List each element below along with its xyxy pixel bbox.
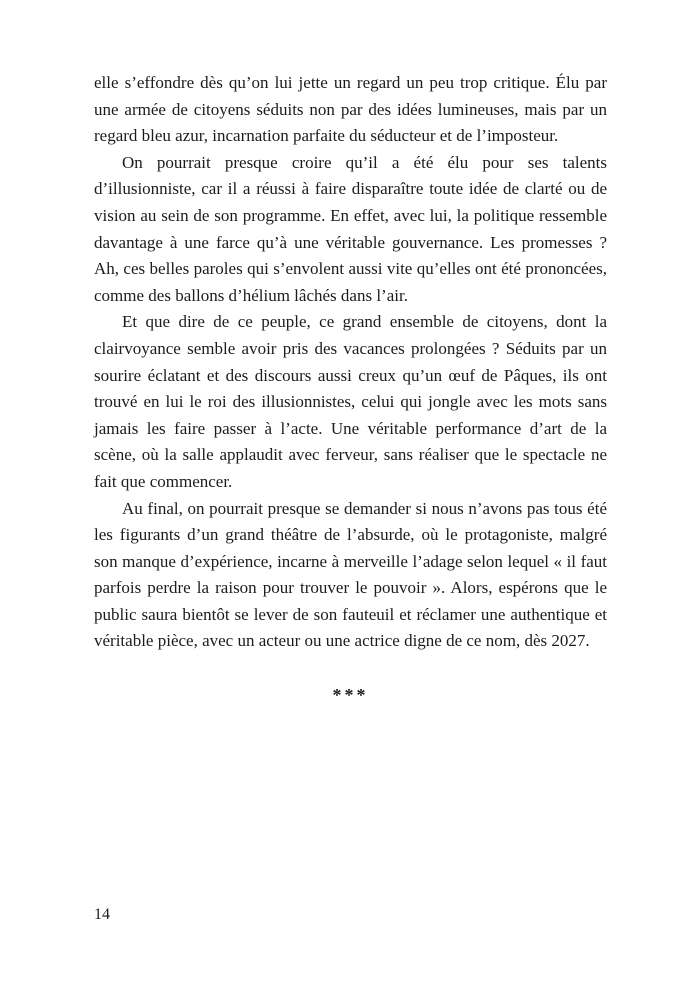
paragraph: Et que dire de ce peuple, ce grand ensemble de citoyens, dont la clairvoyance semble avoir pris des vacances prolongées ? Séduits par un sourire éclatant et des discours aussi creux qu’un œuf de Pâques, ils ont trouvé en lui le roi des illusionnistes, celui qui jongle avec les mots sans jamais les faire passer à l’acte. Une véritable performance d’art de la scène, où la salle applaudit avec ferveur, sans réaliser que le spectacle ne fait que commencer.: [94, 312, 607, 491]
page-text-block: [94, 70, 607, 709]
paragraph: Au final, on pourrait presque se demander si nous n’avons pas tous été les figurants d’un grand théâtre de l’absurde, où le protagoniste, malgré son manque d’expérience, incarne à merveille l’adage selon lequel « il faut parfois perdre la raison pour trouver le pouvoir ». Alors, espérons que le public saura bientôt se lever de son fauteuil et réclamer une authentique et véritable pièce, avec un acteur ou une actrice digne de ce nom, dès 2027.: [94, 498, 607, 651]
page-number: 14: [94, 906, 110, 923]
paragraph: On pourrait presque croire qu’il a été élu pour ses talents d’illusionniste, car il a réussi à faire disparaître toute idée de clarté ou de vision au sein de son programme. En effet, avec lui, la politique ressemble davantage à une farce qu’à une véritable gouvernance. Les promesses ? Ah, ces belles paroles qui s’envolent aussi vite qu’elles ont été prononcées, comme des ballons d’hélium lâchés dans l’air.: [94, 152, 607, 305]
paragraph-continuation: elle s’effondre dès qu’on lui jette un regard un peu trop critique. Élu par une armée de citoyens séduits non par des idées lumineuses, mais par un regard bleu azur, incarnation parfaite du séducteur et de l’imposteur.: [94, 73, 607, 146]
section-separator: ***: [332, 685, 369, 706]
